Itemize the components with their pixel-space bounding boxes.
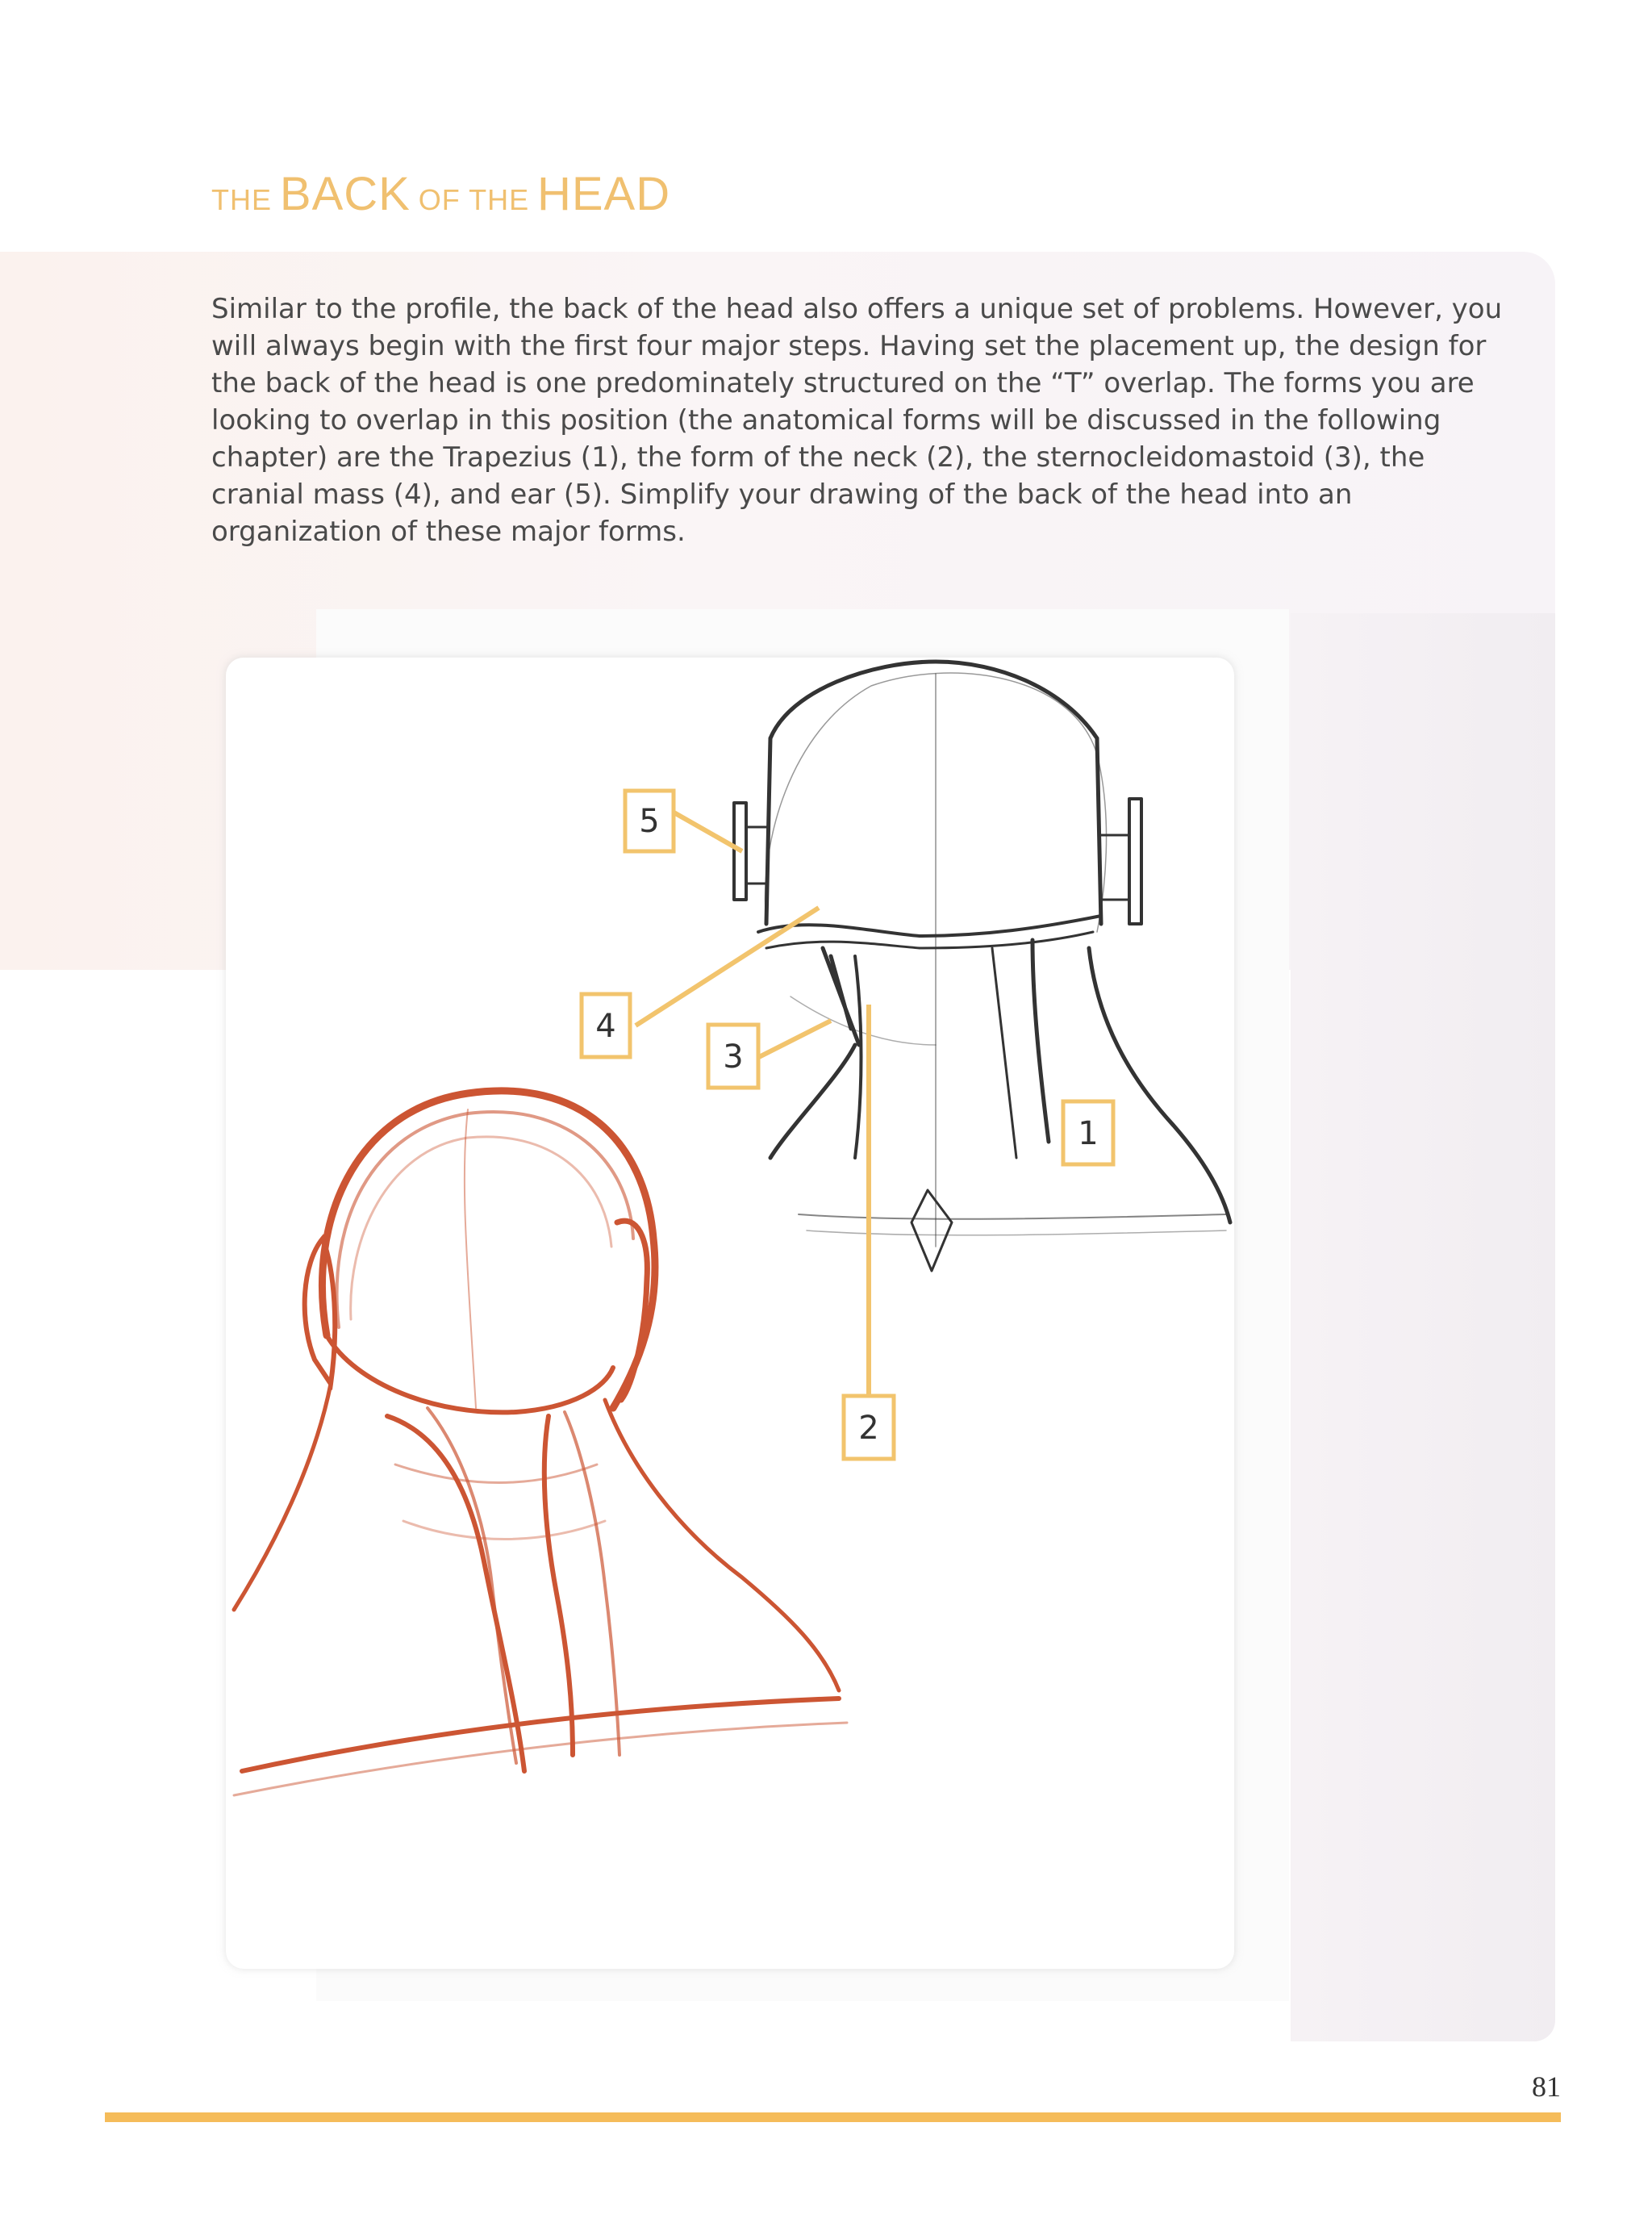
callout-label-1: 1 [1078, 1115, 1099, 1152]
callout-leaders [636, 811, 869, 1396]
page-number: 81 [1532, 2070, 1561, 2103]
callout-label-3: 3 [723, 1038, 744, 1076]
page-title [211, 168, 671, 220]
callout-numbers [595, 803, 1098, 1447]
callout-label-2: 2 [858, 1410, 879, 1447]
body-paragraph: Similar to the profile, the back of the head also offers a unique set of problems. However, you will always begin with the first four major steps. Having set the placement up, the design for the back of the head is one predominately structured on the “T” overlap. The forms you are looking to overlap in this position (the anatomical forms will be discussed in the following chapter) are the Trapezius (1), the form of the neck (2), the sternocleidomastoid (3), the cranial mass (4), and ear (5). Simplify your drawing of the back of the head into an organization of these major forms. [211, 293, 1503, 548]
title-back: BACK [279, 168, 411, 220]
pencil-sketch [734, 662, 1230, 1271]
leader-5 [671, 811, 742, 851]
title-of-the: OF THE [418, 183, 530, 216]
callout-label-5: 5 [639, 803, 660, 840]
illustration-frame [226, 658, 1234, 1969]
back-of-head-illustration [226, 658, 1234, 1969]
leader-4 [636, 908, 819, 1026]
leader-3 [756, 1021, 831, 1059]
footer-rule [105, 2112, 1561, 2122]
red-chalk-drawing [234, 1091, 847, 1795]
title-head: HEAD [536, 168, 671, 220]
title-the: THE [211, 183, 272, 216]
callout-label-4: 4 [595, 1008, 616, 1045]
side-background-panel [1291, 613, 1555, 2041]
callout-boxes [582, 791, 1113, 1459]
